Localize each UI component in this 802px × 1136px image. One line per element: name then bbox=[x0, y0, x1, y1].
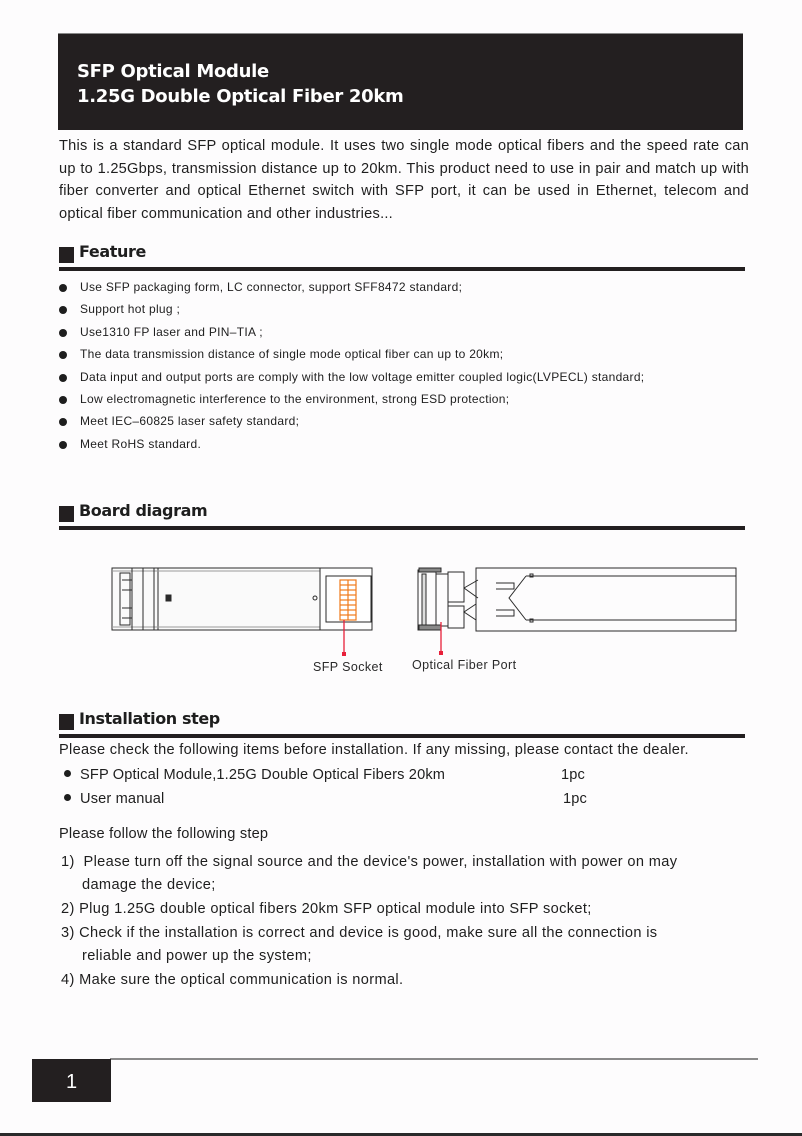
steps-intro: Please follow the following step bbox=[59, 826, 269, 842]
sfp-socket-label: SFP Socket bbox=[313, 660, 383, 674]
board-diagram bbox=[60, 540, 746, 690]
intro-paragraph: This is a standard SFP optical module. It uses two single mode optical fibers and the speed rate can up to 1.25Gbps, transmission distance up to 20km. This product need to use in pair and match up with fiber converter and optical Ethernet switch with SFP port, it can be used in Ethernet, telecom and optical fiber communication and other industries... bbox=[59, 138, 749, 222]
section-rule bbox=[59, 267, 745, 271]
feature-item: Use1310 FP laser and PIN–TIA ; bbox=[58, 321, 758, 343]
product-title: SFP Optical Module bbox=[77, 61, 269, 82]
bullet-icon bbox=[59, 351, 67, 359]
step-text-continued: reliable and power up the system; bbox=[82, 948, 312, 964]
feature-item: The data transmission distance of single mode optical fiber can up to 20km; bbox=[58, 343, 758, 365]
bullet-icon bbox=[59, 396, 67, 404]
page-number: 1 bbox=[32, 1059, 111, 1102]
step-text: Check if the installation is correct and device is good, make sure all the connection is bbox=[79, 925, 658, 941]
installation-section-heading bbox=[59, 708, 745, 738]
package-item-qty: 1pc bbox=[563, 791, 587, 807]
sfp-module-drawing-icon bbox=[60, 540, 746, 690]
feature-item: Meet RoHS standard. bbox=[58, 433, 758, 455]
package-item bbox=[62, 789, 622, 813]
section-rule bbox=[59, 734, 745, 738]
package-item-name: User manual bbox=[80, 791, 165, 807]
section-rule bbox=[59, 526, 745, 530]
package-check-intro: Please check the following items before installation. If any missing, please contact the dealer. bbox=[59, 742, 689, 758]
bullet-icon bbox=[59, 284, 67, 292]
product-subtitle: 1.25G Double Optical Fiber 20km bbox=[77, 86, 404, 107]
title-banner bbox=[58, 33, 743, 130]
bullet-icon bbox=[59, 374, 67, 382]
section-marker-icon bbox=[59, 714, 74, 730]
installation-step bbox=[61, 922, 751, 968]
feature-item: Use SFP packaging form, LC connector, support SFF8472 standard; bbox=[58, 276, 758, 298]
bullet-icon bbox=[64, 794, 71, 801]
step-number: 1) bbox=[61, 854, 84, 870]
bullet-icon bbox=[59, 306, 67, 314]
installation-step bbox=[61, 851, 751, 897]
installation-step bbox=[61, 969, 751, 992]
step-text: Plug 1.25G double optical fibers 20km SFP optical module into SFP socket; bbox=[79, 901, 592, 917]
section-marker-icon bbox=[59, 506, 74, 522]
bullet-icon bbox=[59, 418, 67, 426]
package-item-qty: 1pc bbox=[561, 767, 585, 783]
feature-heading-label: Feature bbox=[79, 242, 146, 261]
step-text: Please turn off the signal source and the device's power, installation with power on may bbox=[83, 854, 678, 870]
feature-item: Low electromagnetic interference to the environment, strong ESD protection; bbox=[58, 388, 758, 410]
feature-item: Support hot plug ; bbox=[58, 298, 758, 320]
feature-list bbox=[58, 276, 758, 455]
package-item-name: SFP Optical Module,1.25G Double Optical Fibers 20km bbox=[80, 767, 446, 783]
installation-step bbox=[61, 898, 751, 921]
bullet-icon bbox=[59, 329, 67, 337]
package-contents-list bbox=[62, 765, 622, 813]
feature-item: Meet IEC–60825 laser safety standard; bbox=[58, 410, 758, 432]
installation-steps bbox=[61, 851, 751, 992]
board-diagram-heading-label: Board diagram bbox=[79, 501, 208, 520]
step-text: Make sure the optical communication is normal. bbox=[79, 972, 404, 988]
optical-fiber-port-label: Optical Fiber Port bbox=[412, 658, 517, 672]
bullet-icon bbox=[59, 441, 67, 449]
step-number: 3) bbox=[61, 925, 80, 941]
bullet-icon bbox=[64, 770, 71, 777]
step-number: 2) bbox=[61, 901, 80, 917]
feature-section-heading bbox=[59, 241, 745, 271]
footer-rule bbox=[110, 1058, 758, 1060]
section-marker-icon bbox=[59, 247, 74, 263]
step-number: 4) bbox=[61, 972, 80, 988]
step-text-continued: damage the device; bbox=[82, 877, 216, 893]
installation-heading-label: Installation step bbox=[79, 709, 220, 728]
package-item bbox=[62, 765, 622, 789]
board-diagram-section-heading bbox=[59, 500, 745, 530]
feature-item: Data input and output ports are comply with the low voltage emitter coupled logic(LVPECL) standard; bbox=[58, 366, 758, 388]
